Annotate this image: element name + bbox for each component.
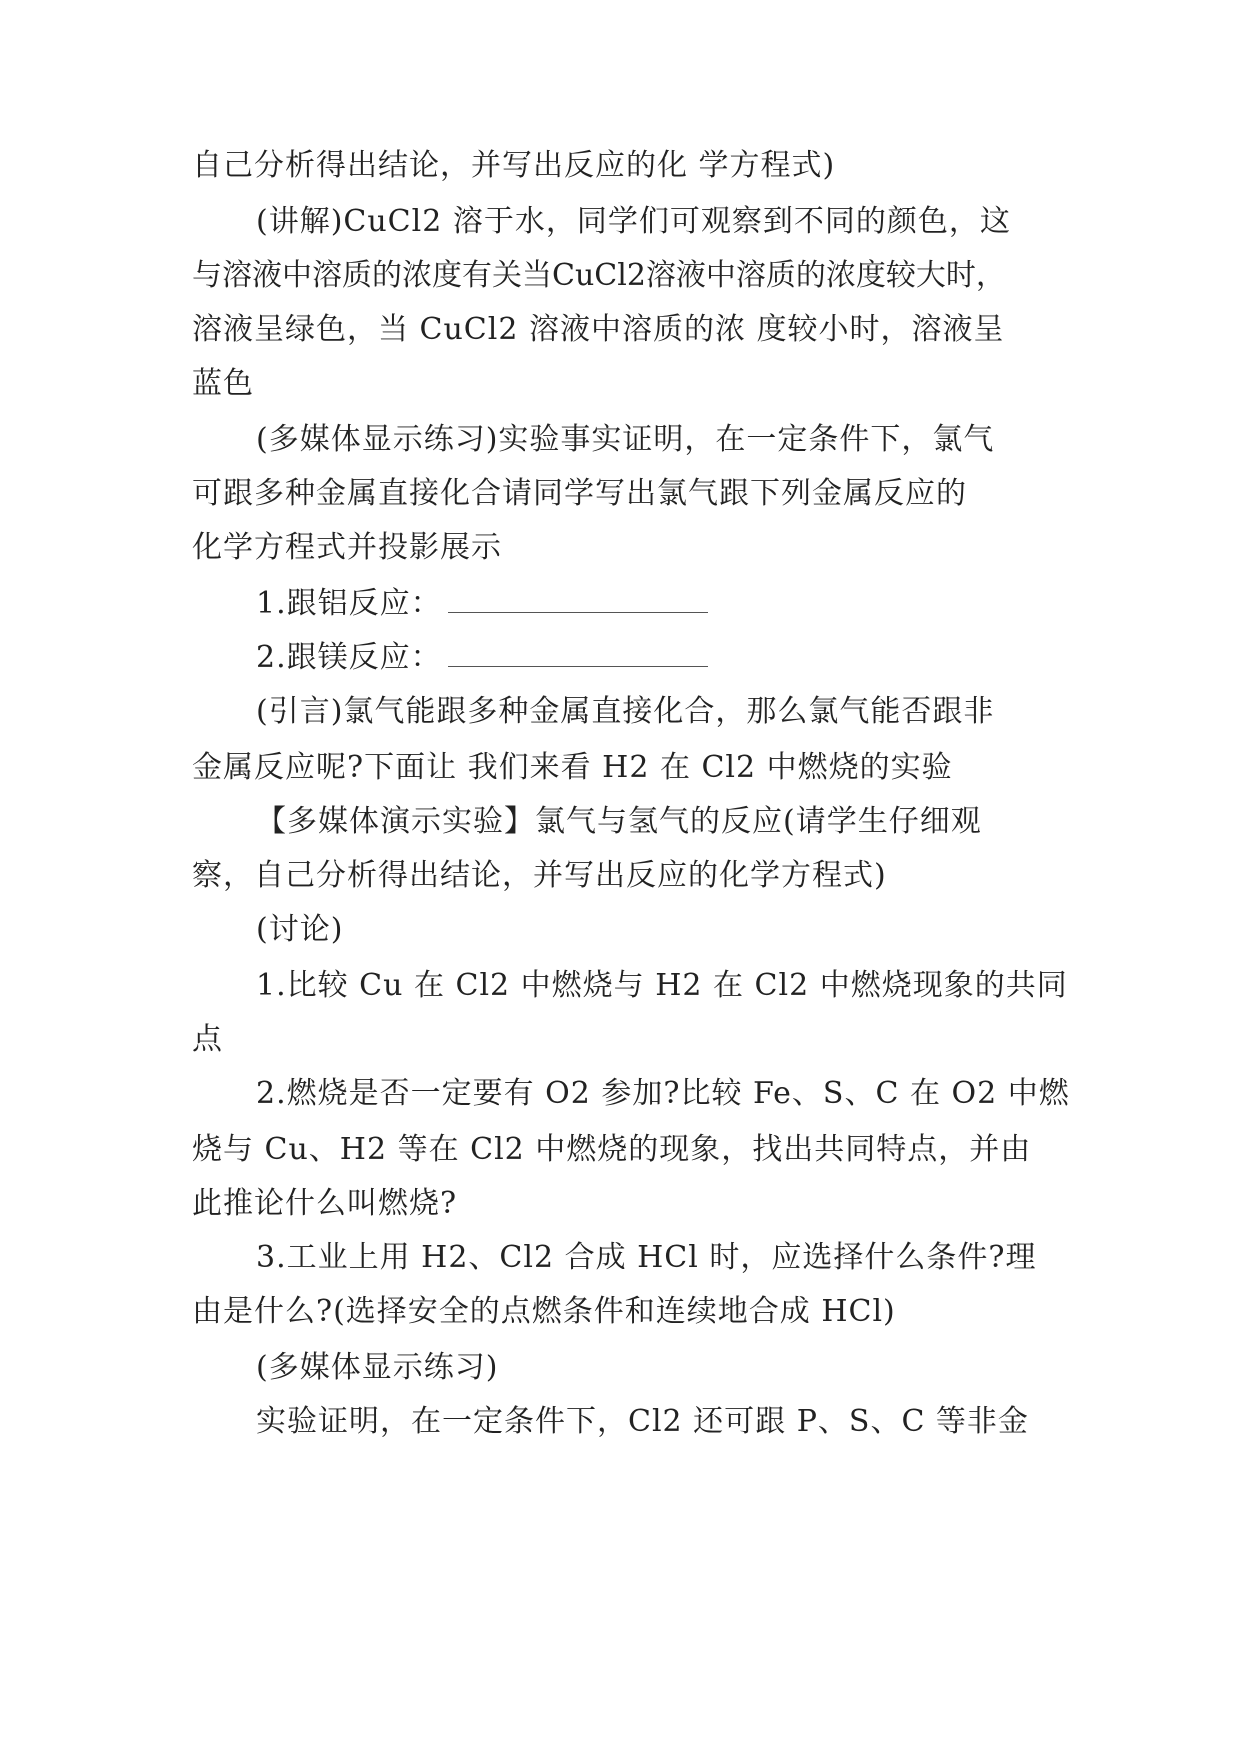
text-line: 烧与 Cu、H2 等在 Cl2 中燃烧的现象，找出共同特点，并由 bbox=[192, 1132, 1032, 1167]
text-line: 【多媒体演示实验】氯气与氢气的反应(请学生仔细观 bbox=[256, 804, 982, 839]
text-line: 可跟多种金属直接化合请同学写出氯气跟下列金属反应的 bbox=[192, 476, 967, 511]
text-line: 实验证明，在一定条件下，Cl2 还可跟 P、S、C 等非金 bbox=[256, 1404, 1029, 1439]
text-line: 3.工业上用 H2、Cl2 合成 HCl 时，应选择什么条件?理 bbox=[256, 1240, 1037, 1275]
text-line: 自己分析得出结论，并写出反应的化 学方程式) bbox=[192, 148, 836, 183]
fill-blank-label: 2.跟镁反应： bbox=[256, 640, 442, 675]
text-line: 与溶液中溶质的浓度有关当CuCl2溶液中溶质的浓度较大时， bbox=[192, 258, 1006, 293]
text-line: 由是什么?(选择安全的点燃条件和连续地合成 HCl) bbox=[192, 1294, 896, 1329]
text-line: 化学方程式并投影展示 bbox=[192, 530, 502, 565]
text-line: 金属反应呢?下面让 我们来看 H2 在 Cl2 中燃烧的实验 bbox=[192, 750, 953, 785]
text-line: 蓝色 bbox=[192, 366, 254, 401]
text-line: 1.比较 Cu 在 Cl2 中燃烧与 H2 在 Cl2 中燃烧现象的共同 bbox=[256, 968, 1068, 1003]
text-line: (讲解)CuCl2 溶于水，同学们可观察到不同的颜色，这 bbox=[256, 204, 1011, 239]
text-line: (多媒体显示练习)实验事实证明，在一定条件下，氯气 bbox=[256, 422, 995, 457]
text-line: 此推论什么叫燃烧? bbox=[192, 1186, 458, 1221]
text-line: (多媒体显示练习) bbox=[256, 1350, 499, 1385]
text-line: 溶液呈绿色，当 CuCl2 溶液中溶质的浓 度较小时，溶液呈 bbox=[192, 312, 1005, 347]
answer-blank[interactable] bbox=[448, 588, 708, 613]
text-line: 点 bbox=[192, 1022, 223, 1057]
fill-blank-line bbox=[256, 584, 708, 624]
text-line: 2.燃烧是否一定要有 O2 参加?比较 Fe、S、C 在 O2 中燃 bbox=[256, 1076, 1070, 1111]
text-line: 察，自己分析得出结论，并写出反应的化学方程式) bbox=[192, 858, 887, 893]
text-line: (讨论) bbox=[256, 912, 344, 947]
fill-blank-label: 1.跟铝反应： bbox=[256, 586, 442, 621]
text-line: (引言)氯气能跟多种金属直接化合，那么氯气能否跟非 bbox=[256, 694, 995, 729]
fill-blank-line bbox=[256, 638, 708, 678]
answer-blank[interactable] bbox=[448, 642, 708, 667]
